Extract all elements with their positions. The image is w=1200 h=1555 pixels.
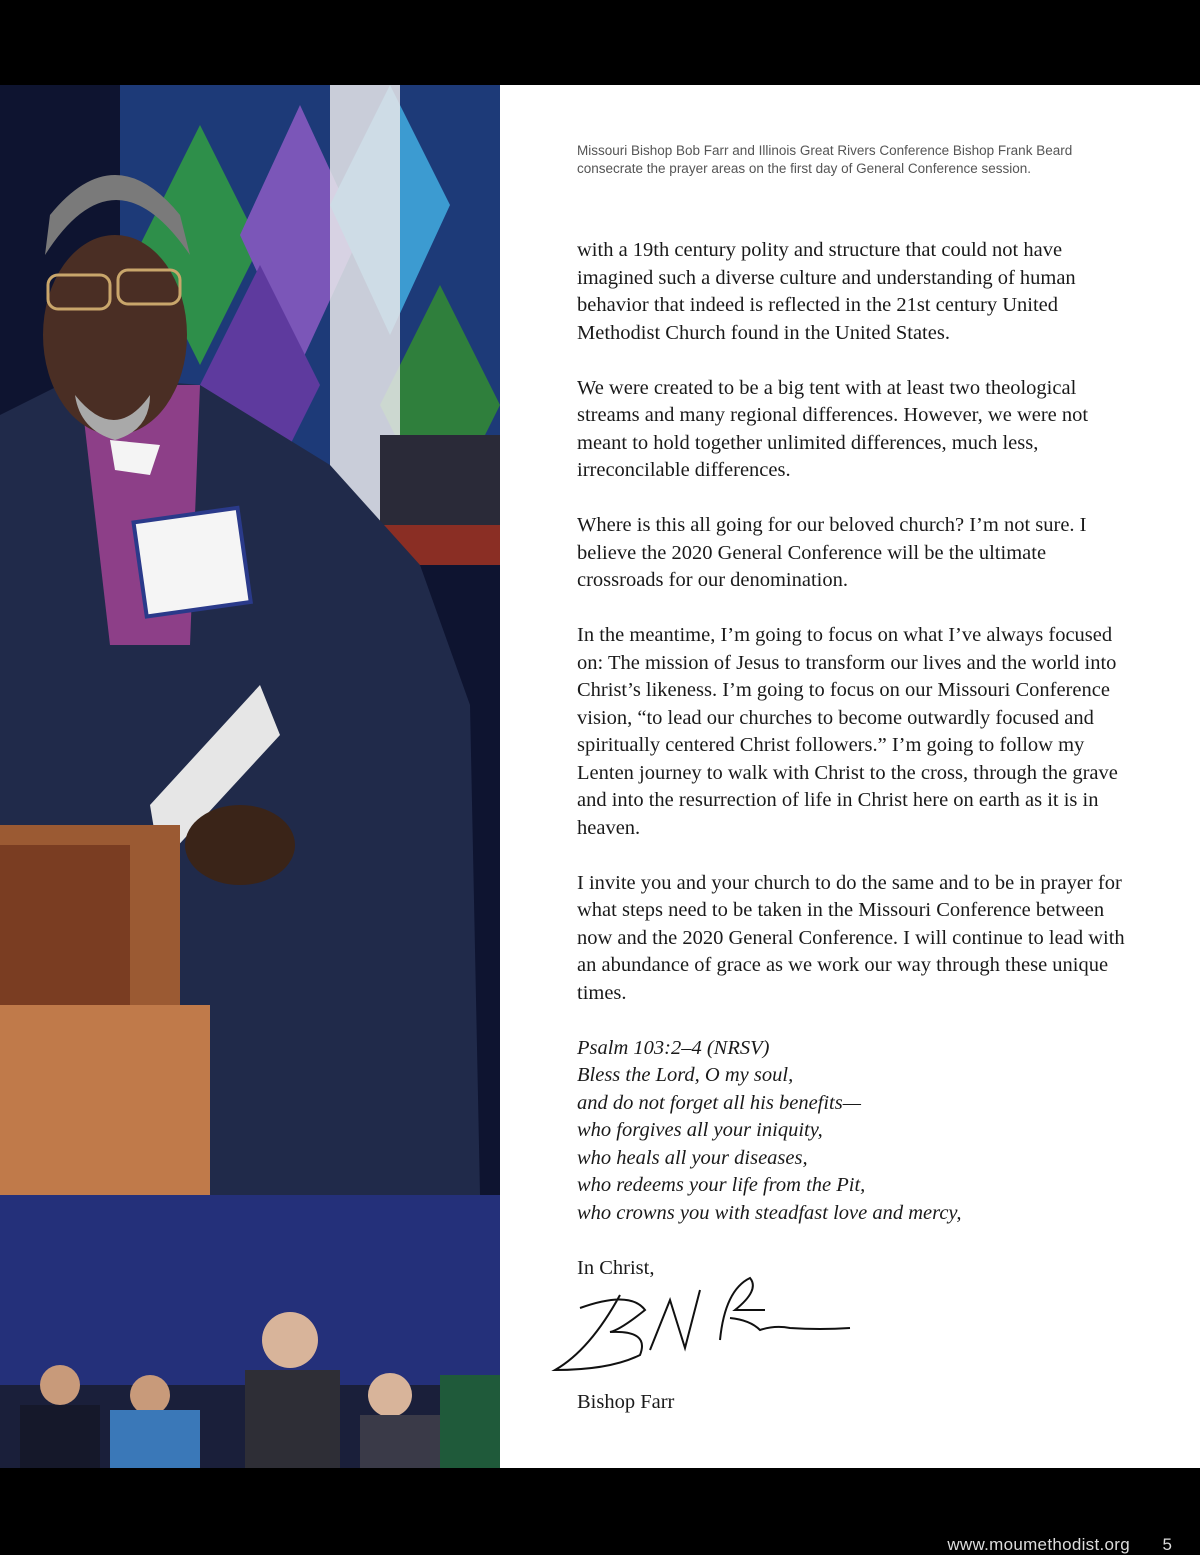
paragraph: I invite you and your church to do the same and to be in prayer for what steps need to be taken in the Missouri Conference between now and the 2020 General Conference. I will continue to lead with an abundance of grace as we work our way through these unique times. [577, 871, 1125, 1004]
psalm-line: who heals all your diseases, [577, 1146, 808, 1169]
closing-salutation: In Christ, [577, 1256, 655, 1279]
website-link[interactable]: www.moumethodist.org [947, 1535, 1130, 1554]
article-page [500, 85, 1200, 1468]
paragraph: Where is this all going for our beloved church? I’m not sure. I believe the 2020 General Conference will be the ultimate crossroads for our denomination. [577, 514, 1087, 591]
psalm-line: who forgives all your iniquity, [577, 1119, 823, 1141]
photo-caption: Missouri Bishop Bob Farr and Illinois Great Rivers Conference Bishop Frank Beard consecrate the prayer areas on the first day of General Conference session. [577, 143, 1073, 176]
psalm-line: and do not forget all his benefits— [577, 1091, 861, 1114]
psalm-line: who redeems your life from the Pit, [577, 1174, 866, 1196]
psalm-line: who crowns you with steadfast love and mercy, [577, 1201, 962, 1224]
psalm-quote [577, 1035, 1137, 1228]
paragraph: In the meantime, I’m going to focus on what I’ve always focused on: The mission of Jesus to transform our lives and the world into Christ’s likeness. I’m going to focus on our Missouri Conference vision, “to lead our churches to become outwardly focused and spiritually centered Christ followers.” I’m going to follow my Lenten journey to walk with Christ to the cross, through the grave and into the resurrection of life in Christ here on earth as it is in heaven. [577, 624, 1118, 839]
photo-column [0, 85, 500, 1468]
paragraph: We were created to be a big tent with at least two theological streams and many regional differences. However, we were not meant to hold together unlimited differences, much less, irreconcilable differences. [577, 376, 1089, 481]
top-black-bar [0, 0, 1200, 85]
paragraph: with a 19th century polity and structure that could not have imagined such a diverse culture and understanding of human behavior that indeed is reflected in the 21st century United Methodist Church found in the United States. [577, 239, 1076, 344]
handwritten-signature [550, 1270, 860, 1380]
page-number: 5 [1162, 1535, 1172, 1554]
article-body [577, 237, 1137, 1310]
signature-name: Bishop Farr [577, 1391, 675, 1413]
psalm-reference: Psalm 103:2–4 (NRSV) [577, 1036, 770, 1059]
psalm-line: Bless the Lord, O my soul, [577, 1064, 794, 1086]
bishop-photo [0, 85, 500, 1468]
